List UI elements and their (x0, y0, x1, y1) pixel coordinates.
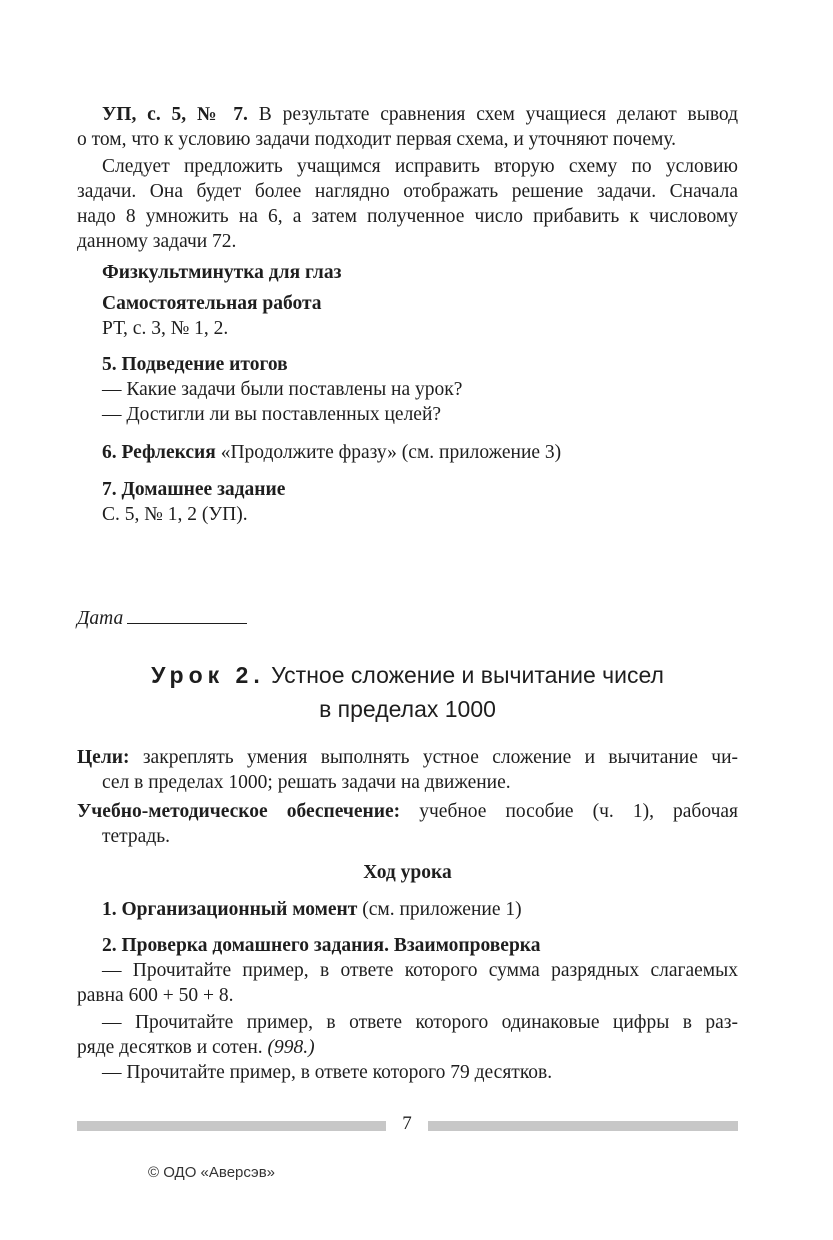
footer-bar-right (428, 1121, 738, 1131)
heading-reflection: 6. Рефлексия (102, 442, 216, 463)
goals-label: Цели: (77, 747, 130, 768)
date-field (77, 605, 738, 631)
reflection-line: 6. Рефлексия «Продолжите фразу» (см. приложение 3) (102, 442, 562, 463)
footer-bar-left (77, 1121, 386, 1131)
support-label: Учебно-методическое обеспечение: (77, 801, 401, 822)
goals-line: Цели: закреплять умения выполнять устное сложение и вычитание чи- (77, 747, 738, 768)
summary-question: — Достигли ли вы поставленных целей? (102, 404, 442, 425)
lesson-title-line1: Урок 2. Устное сложение и вычитание чисел (151, 662, 664, 688)
question-line: — Прочитайте пример, в ответе которого 79 десятков. (102, 1062, 553, 1083)
copyright: © ОДО «Аверсэв» (148, 1164, 276, 1181)
question-line: ряде десятков и сотен. (998.) (77, 1037, 315, 1058)
paragraph-line: данному задачи 72. (77, 231, 237, 252)
goals-line: сел в пределах 1000; решать задачи на движение. (102, 772, 511, 793)
paragraph-line: Следует предложить учащимся исправить вторую схему по условию (102, 156, 738, 177)
heading-lesson-course: Ход урока (363, 862, 452, 883)
question-line: — Прочитайте пример, в ответе которого одинаковые цифры в раз- (102, 1012, 738, 1033)
heading-homework: 7. Домашнее задание (102, 479, 286, 500)
page-number: 7 (402, 1113, 412, 1134)
lesson-number: Урок 2. (151, 662, 265, 688)
lesson-title-line2: в пределах 1000 (319, 696, 496, 722)
date-label: Дата (77, 608, 124, 629)
heading-summary: 5. Подведение итогов (102, 354, 288, 375)
date-blank-line (127, 605, 247, 624)
support-line: Учебно-методическое обеспечение: учебное пособие (ч. 1), рабочая (77, 801, 738, 822)
paragraph-line: о том, что к условию задачи подходит первая схема, и уточняют почему. (77, 129, 677, 150)
paragraph-line: надо 8 умножить на 6, а затем полученное число прибавить к числовому (77, 206, 738, 227)
summary-question: — Какие задачи были поставлены на урок? (102, 379, 463, 400)
support-line: тетрадь. (102, 826, 171, 847)
paragraph-up-ref: УП, с. 5, № 7. В результате сравнения схем учащиеся делают вывод (102, 104, 739, 125)
question-line: равна 600 + 50 + 8. (77, 985, 234, 1006)
heading-eyes-exercise: Физкультминутка для глаз (102, 262, 342, 283)
heading-org-moment: 1. Организационный момент (102, 899, 358, 920)
heading-independent-work: Самостоятельная работа (102, 293, 322, 314)
question-line: — Прочитайте пример, в ответе которого сумма разрядных слагаемых (102, 960, 738, 981)
independent-work-text: РТ, с. 3, № 1, 2. (102, 318, 229, 339)
heading-homework-check: 2. Проверка домашнего задания. Взаимопроверка (102, 935, 541, 956)
answer-value: (998.) (267, 1037, 315, 1058)
org-line: 1. Организационный момент (см. приложение 1) (102, 899, 522, 920)
homework-text: С. 5, № 1, 2 (УП). (102, 504, 248, 525)
paragraph-line: задачи. Она будет более наглядно отображать решение задачи. Сначала (77, 181, 738, 202)
up-reference: УП, с. 5, № 7. (102, 104, 248, 125)
